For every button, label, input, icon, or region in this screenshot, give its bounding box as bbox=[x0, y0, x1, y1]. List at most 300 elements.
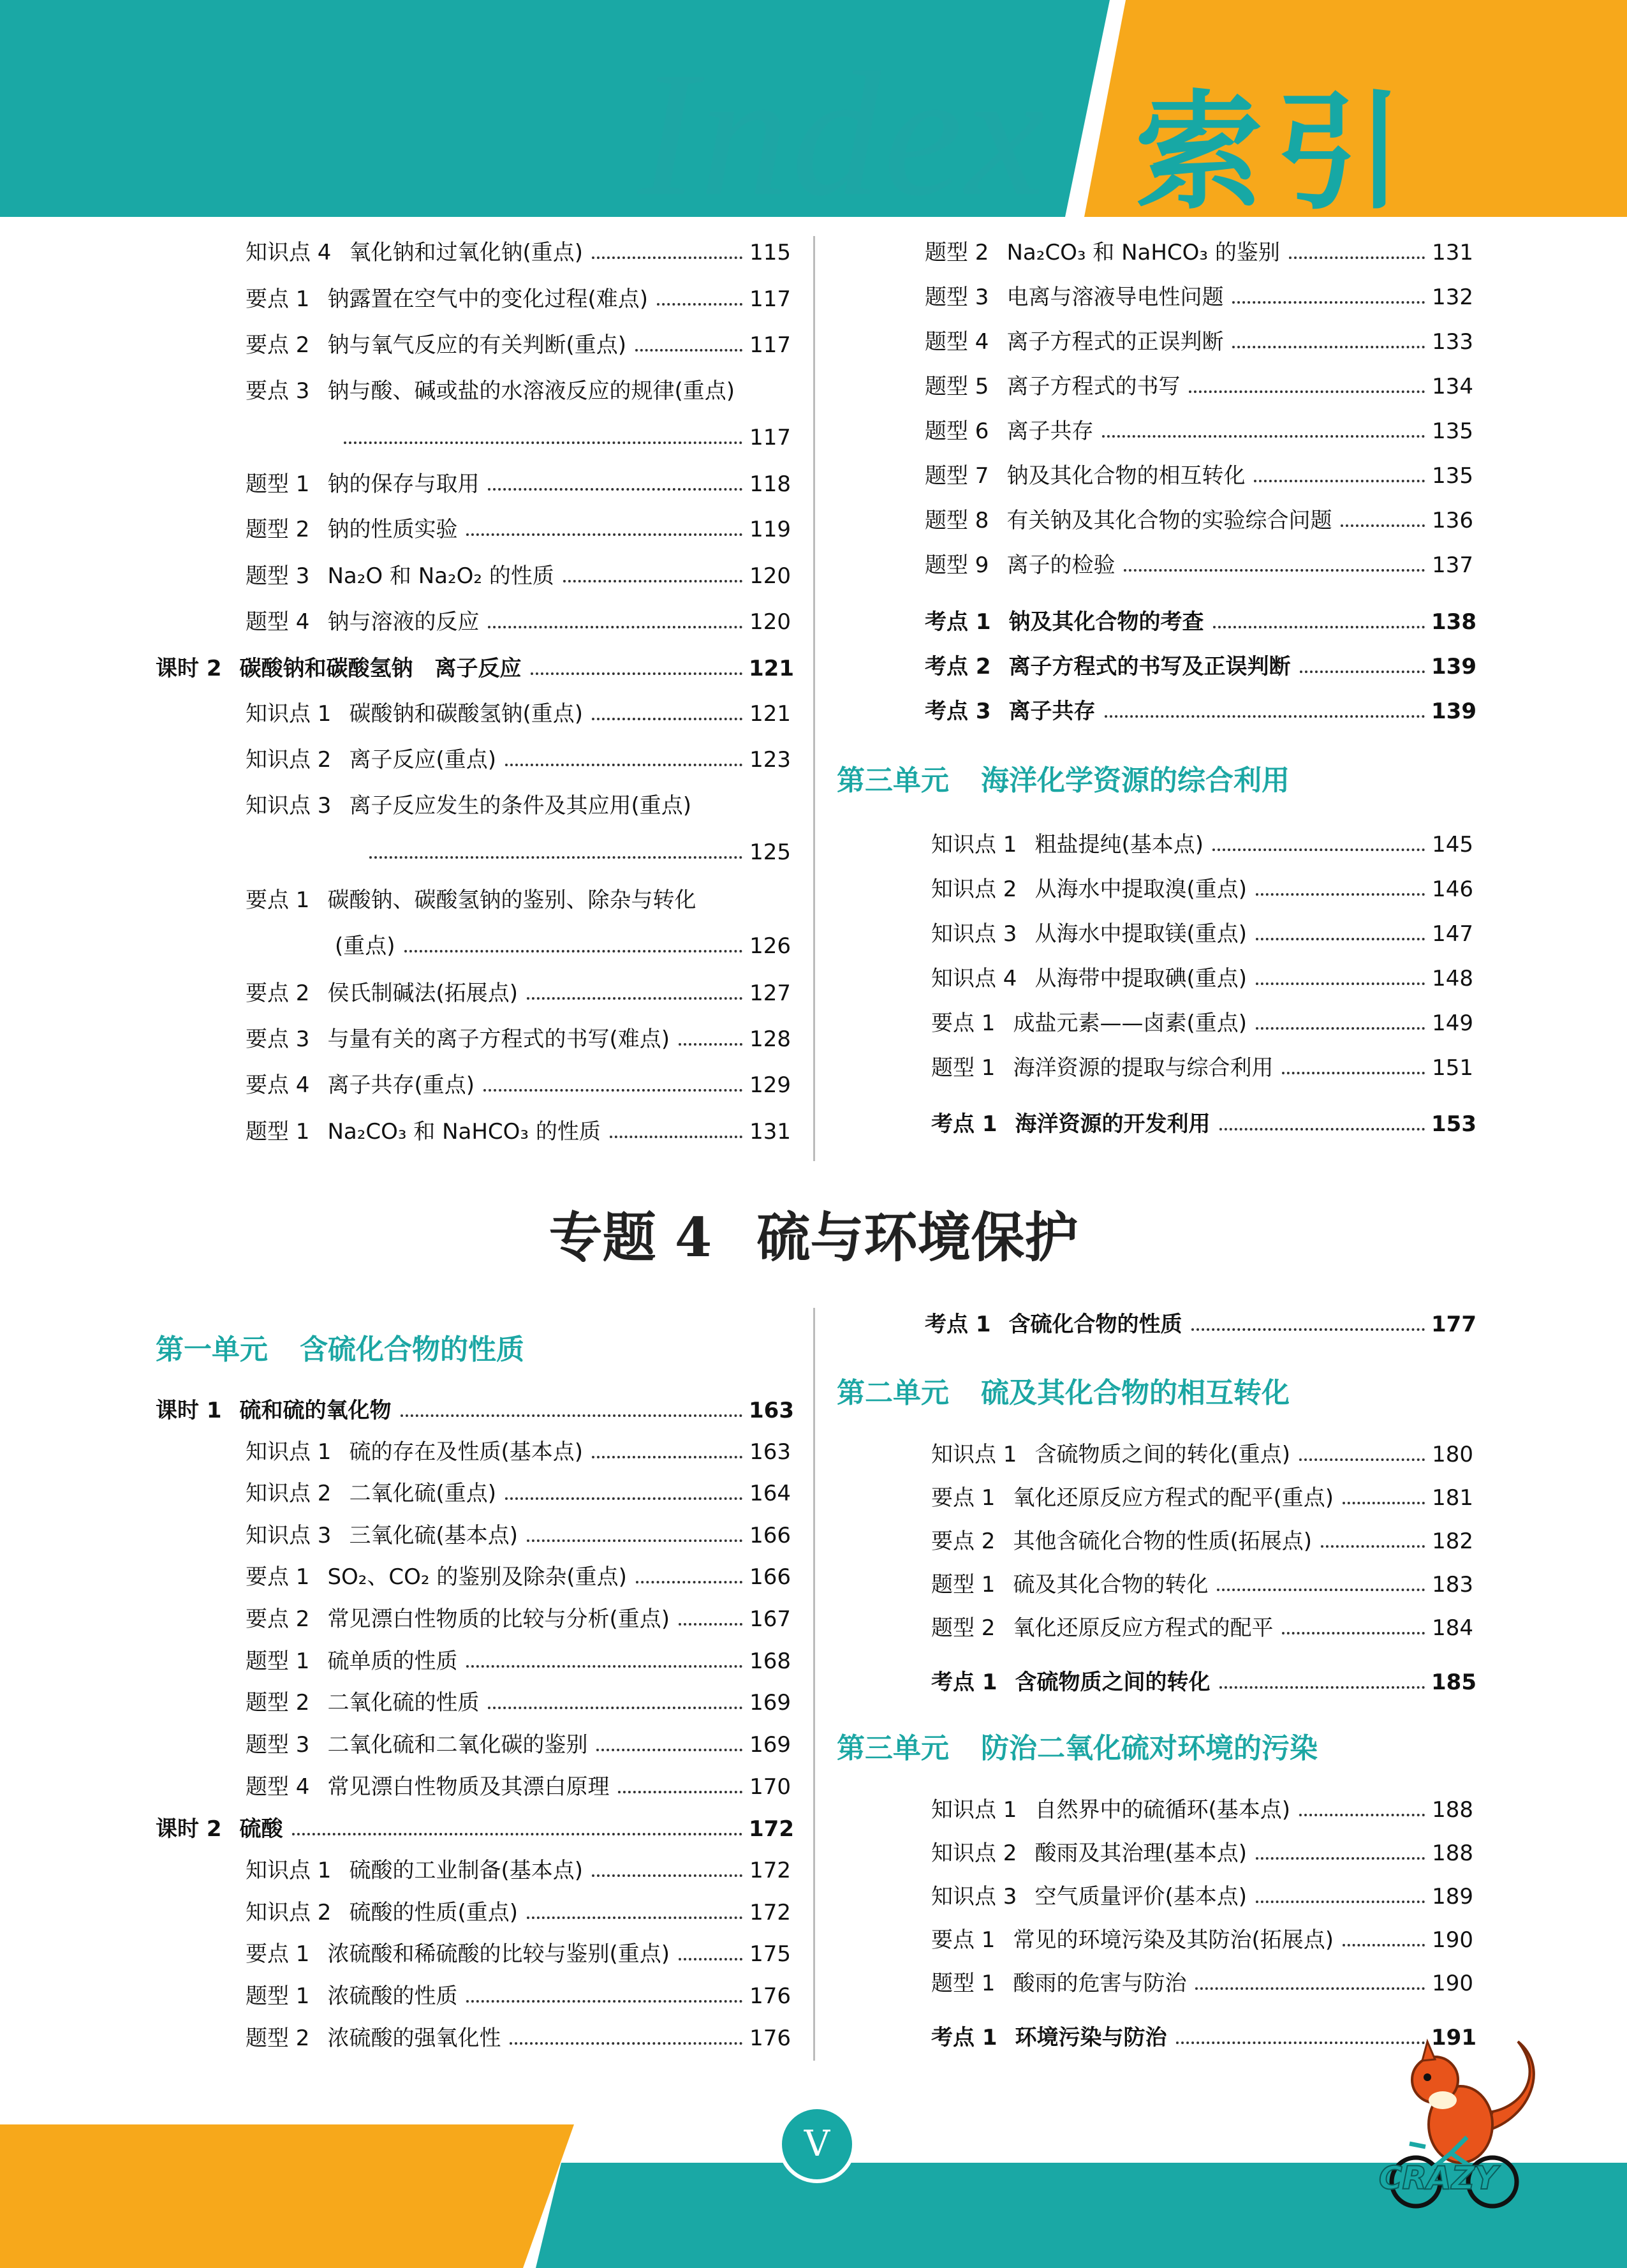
entry-label: 知识点 3 bbox=[246, 793, 332, 819]
entry-label: 题型 2 bbox=[931, 1615, 996, 1641]
entry-page: 139 bbox=[1431, 699, 1476, 724]
entry-title: 离子方程式的书写及正误判断 bbox=[1008, 654, 1291, 679]
column-divider bbox=[813, 236, 815, 1161]
entry-title: 离子的检验 bbox=[1006, 552, 1115, 578]
dot-leader bbox=[1254, 480, 1425, 482]
entry-title: 海洋资源的开发利用 bbox=[1015, 1111, 1211, 1137]
toc-entry bbox=[931, 1441, 1473, 1469]
dot-leader bbox=[1217, 1589, 1425, 1591]
entry-label: 考点 1 bbox=[931, 2025, 998, 2050]
entry-page: 147 bbox=[1432, 921, 1473, 947]
entry-title: 与量有关的离子方程式的书写(难点) bbox=[327, 1027, 670, 1052]
toc-entry bbox=[246, 1563, 791, 1591]
entry-label: 知识点 3 bbox=[931, 921, 1017, 947]
entry-title: 二氧化硫的性质 bbox=[327, 1690, 480, 1716]
entry-page: 172 bbox=[749, 1900, 791, 1925]
entry-title: 离子共存 bbox=[1008, 699, 1096, 724]
toc-entry bbox=[335, 424, 791, 452]
entry-title: 氧化还原反应方程式的配平 bbox=[1013, 1615, 1274, 1641]
dot-leader bbox=[510, 2042, 742, 2045]
toc-entry bbox=[246, 886, 791, 914]
entry-page: 135 bbox=[1432, 463, 1473, 489]
toc-entry bbox=[931, 1839, 1473, 1867]
entry-page: 138 bbox=[1431, 609, 1476, 635]
entry-title: 硫酸的工业制备(基本点) bbox=[349, 1858, 583, 1883]
entry-label: 题型 6 bbox=[925, 419, 989, 444]
dot-leader bbox=[1256, 982, 1425, 985]
entry-page: 117 bbox=[749, 332, 791, 358]
dot-leader bbox=[466, 1665, 742, 1668]
toc-entry bbox=[156, 1815, 794, 1843]
entry-title: 碳酸钠和碳酸氢钠 离子反应 bbox=[239, 656, 522, 681]
dot-leader bbox=[596, 1749, 742, 1751]
toc-entry bbox=[246, 1731, 791, 1759]
toc-entry bbox=[925, 417, 1473, 445]
dot-leader bbox=[404, 950, 742, 952]
entry-page: 128 bbox=[749, 1027, 791, 1052]
entry-title: 成盐元素——卤素(重点) bbox=[1013, 1011, 1247, 1036]
entry-page: 117 bbox=[749, 286, 791, 312]
entry-page: 189 bbox=[1432, 1884, 1473, 1909]
entry-page: 185 bbox=[1431, 1670, 1476, 1695]
dot-leader bbox=[592, 1456, 742, 1458]
entry-title: 三氧化硫(基本点) bbox=[349, 1523, 518, 1548]
toc-entry bbox=[931, 1009, 1473, 1037]
dot-leader bbox=[1289, 256, 1425, 259]
toc-entry bbox=[246, 470, 791, 498]
entry-title: 从海带中提取碘(重点) bbox=[1034, 966, 1247, 991]
toc-entry bbox=[925, 653, 1476, 681]
dot-leader bbox=[679, 1958, 742, 1960]
entry-label: 知识点 1 bbox=[246, 701, 332, 727]
entry-label: 题型 1 bbox=[931, 1055, 996, 1081]
toc-entry bbox=[360, 838, 791, 866]
toc-entry bbox=[931, 1926, 1473, 1954]
dot-leader bbox=[1232, 346, 1425, 348]
entry-title: 电离与溶液导电性问题 bbox=[1006, 285, 1224, 310]
dot-leader bbox=[466, 533, 742, 536]
dot-leader bbox=[466, 2000, 742, 2003]
entry-title: 浓硫酸的性质 bbox=[327, 1983, 458, 2009]
entry-title: 从海水中提取溴(重点) bbox=[1034, 877, 1247, 902]
dot-leader bbox=[1343, 1944, 1425, 1946]
dot-leader bbox=[1219, 1686, 1425, 1689]
entry-label: 知识点 2 bbox=[246, 1481, 332, 1506]
dot-leader bbox=[527, 1916, 742, 1919]
entry-page: 170 bbox=[749, 1774, 791, 1800]
toc-entry bbox=[246, 515, 791, 544]
toc-entry bbox=[246, 239, 791, 267]
entry-label: 题型 5 bbox=[925, 374, 989, 399]
dot-leader bbox=[679, 1623, 742, 1626]
toc-entry bbox=[335, 932, 791, 960]
entry-label: 课时 1 bbox=[156, 1398, 222, 1423]
entry-page: 151 bbox=[1432, 1055, 1473, 1081]
entry-page: 121 bbox=[749, 701, 791, 727]
entry-label: 题型 4 bbox=[925, 329, 989, 355]
entry-label: 知识点 2 bbox=[931, 1841, 1017, 1866]
entry-page: 131 bbox=[749, 1119, 791, 1145]
toc-entry bbox=[931, 965, 1473, 993]
entry-page: 177 bbox=[1431, 1312, 1476, 1337]
entry-page: 188 bbox=[1432, 1841, 1473, 1866]
dot-leader bbox=[1213, 626, 1425, 628]
entry-title: 硫及其化合物的转化 bbox=[1013, 1572, 1209, 1597]
entry-label: 要点 2 bbox=[246, 1606, 310, 1632]
toc-entry bbox=[246, 1940, 791, 1968]
entry-label: 知识点 4 bbox=[246, 240, 332, 265]
entry-title: 常见漂白性物质及其漂白原理 bbox=[327, 1774, 610, 1800]
dot-leader bbox=[1191, 1328, 1425, 1331]
entry-label: 题型 4 bbox=[246, 609, 310, 635]
dot-leader bbox=[657, 303, 742, 306]
entry-title: 离子方程式的正误判断 bbox=[1006, 329, 1224, 355]
entry-page: 190 bbox=[1432, 1927, 1473, 1953]
toc-entry bbox=[931, 1110, 1476, 1138]
entry-label: 要点 3 bbox=[246, 378, 310, 404]
entry-page: 169 bbox=[749, 1732, 791, 1758]
entry-label: 题型 2 bbox=[925, 240, 989, 265]
entry-page: 134 bbox=[1432, 374, 1473, 399]
toc-entry bbox=[246, 331, 791, 359]
unit-heading bbox=[156, 1332, 524, 1368]
dot-leader bbox=[1189, 390, 1425, 393]
unit-title: 防治二氧化硫对环境的污染 bbox=[981, 1732, 1318, 1765]
entry-label: 考点 3 bbox=[925, 699, 991, 724]
toc-entry bbox=[246, 979, 791, 1007]
entry-label: 考点 1 bbox=[931, 1111, 998, 1137]
dot-leader bbox=[618, 1791, 742, 1793]
entry-label: 题型 8 bbox=[925, 508, 989, 533]
entry-title: 常见的环境污染及其防治(拓展点) bbox=[1013, 1927, 1334, 1953]
entry-label: 考点 2 bbox=[925, 654, 991, 679]
entry-label: 题型 2 bbox=[246, 1690, 310, 1716]
toc-entry bbox=[246, 608, 791, 636]
toc-entry bbox=[925, 608, 1476, 636]
dot-leader bbox=[488, 626, 742, 628]
entry-label: 要点 2 bbox=[246, 332, 310, 358]
unit-title: 含硫化合物的性质 bbox=[300, 1333, 524, 1366]
toc-entry bbox=[925, 507, 1473, 535]
entry-title: 含硫化合物的性质 bbox=[1008, 1312, 1182, 1337]
toc-entry bbox=[156, 655, 794, 683]
toc-entry bbox=[925, 373, 1473, 401]
topic-heading bbox=[0, 1206, 1627, 1270]
toc-entry bbox=[931, 1668, 1476, 1696]
entry-label: 题型 3 bbox=[246, 1732, 310, 1758]
entry-page: 132 bbox=[1432, 285, 1473, 310]
entry-page: 184 bbox=[1432, 1615, 1473, 1641]
entry-label: 要点 3 bbox=[246, 1027, 310, 1052]
dot-leader bbox=[1256, 1857, 1425, 1860]
entry-page: 191 bbox=[1431, 2025, 1476, 2050]
entry-label: 要点 2 bbox=[246, 981, 310, 1006]
entry-label: 题型 4 bbox=[246, 1774, 310, 1800]
entry-page: 180 bbox=[1432, 1442, 1473, 1467]
entry-label: 要点 1 bbox=[246, 887, 310, 913]
toc-entry bbox=[246, 700, 791, 728]
toc-entry bbox=[246, 1982, 791, 2010]
toc-entry bbox=[931, 1527, 1473, 1555]
toc-entry bbox=[246, 1522, 791, 1550]
unit-label: 第三单元 bbox=[837, 1732, 949, 1765]
entry-title: 碳酸钠、碳酸氢钠的鉴别、除杂与转化 bbox=[327, 887, 696, 913]
dot-leader bbox=[1282, 1632, 1425, 1634]
entry-title: 含硫物质之间的转化(重点) bbox=[1034, 1442, 1290, 1467]
entry-label: 知识点 4 bbox=[931, 966, 1017, 991]
dot-leader bbox=[1299, 1814, 1425, 1816]
dot-leader bbox=[527, 997, 742, 1000]
entry-title: 粗盐提纯(基本点) bbox=[1034, 832, 1204, 857]
entry-label: 知识点 2 bbox=[931, 877, 1017, 902]
entry-label: 知识点 2 bbox=[246, 747, 332, 773]
toc-entry bbox=[246, 285, 791, 313]
entry-label: 题型 7 bbox=[925, 463, 989, 489]
entry-title: 钠与溶液的反应 bbox=[327, 609, 480, 635]
entry-label: 课时 2 bbox=[156, 1816, 222, 1842]
entry-label: 题型 1 bbox=[246, 1983, 310, 2009]
toc-entry bbox=[246, 1025, 791, 1053]
entry-title: 空气质量评价(基本点) bbox=[1034, 1884, 1247, 1909]
entry-title: 钠及其化合物的相互转化 bbox=[1006, 463, 1246, 489]
entry-title: 浓硫酸和稀硫酸的比较与鉴别(重点) bbox=[327, 1941, 670, 1967]
entry-title: 离子反应发生的条件及其应用(重点) bbox=[349, 793, 691, 819]
entry-title: 环境污染与防治 bbox=[1015, 2025, 1167, 2050]
entry-title: 浓硫酸的强氧化性 bbox=[327, 2026, 501, 2051]
toc-entry bbox=[246, 1647, 791, 1675]
entry-label: 要点 4 bbox=[246, 1072, 310, 1098]
entry-page: 176 bbox=[749, 1983, 791, 2009]
dot-leader bbox=[369, 856, 742, 859]
dot-leader bbox=[531, 672, 743, 675]
entry-title: 钠的保存与取用 bbox=[327, 471, 480, 497]
entry-page: 167 bbox=[749, 1606, 791, 1632]
entry-page: 148 bbox=[1432, 966, 1473, 991]
dot-leader bbox=[1343, 1502, 1425, 1504]
entry-title: 离子反应(重点) bbox=[349, 747, 496, 773]
toc-entry bbox=[246, 1438, 791, 1466]
dot-leader bbox=[1232, 301, 1425, 304]
entry-title: 离子共存 bbox=[1006, 419, 1094, 444]
toc-entry bbox=[246, 1773, 791, 1801]
dot-leader bbox=[1105, 715, 1425, 718]
dot-leader bbox=[592, 1874, 742, 1877]
dot-leader bbox=[1256, 893, 1425, 896]
toc-entry bbox=[931, 1484, 1473, 1512]
entry-page: 190 bbox=[1432, 1971, 1473, 1996]
entry-page: 166 bbox=[749, 1564, 791, 1590]
dot-leader bbox=[1256, 1901, 1425, 1903]
entry-page: 176 bbox=[749, 2026, 791, 2051]
toc-entry bbox=[931, 875, 1473, 903]
entry-title: 从海水中提取镁(重点) bbox=[1034, 921, 1247, 947]
toc-entry bbox=[931, 1969, 1473, 1997]
entry-page: 127 bbox=[749, 981, 791, 1006]
dot-leader bbox=[488, 488, 742, 491]
entry-page: 169 bbox=[749, 1690, 791, 1716]
entry-title: 侯氏制碱法(拓展点) bbox=[327, 981, 518, 1006]
entry-page: 182 bbox=[1432, 1529, 1473, 1554]
dot-leader bbox=[1256, 1027, 1425, 1030]
toc-entry bbox=[931, 1054, 1473, 1082]
entry-page: 153 bbox=[1431, 1111, 1476, 1137]
toc-entry bbox=[931, 1883, 1473, 1911]
entry-label: 要点 1 bbox=[246, 1564, 310, 1590]
entry-page: 188 bbox=[1432, 1797, 1473, 1823]
entry-page: 145 bbox=[1432, 832, 1473, 857]
entry-label: 考点 1 bbox=[925, 609, 991, 635]
entry-label: 题型 2 bbox=[246, 2026, 310, 2051]
entry-title: 硫酸的性质(重点) bbox=[349, 1900, 518, 1925]
entry-page: 120 bbox=[749, 609, 791, 635]
entry-title: 海洋资源的提取与综合利用 bbox=[1013, 1055, 1274, 1081]
toc-entry bbox=[246, 1689, 791, 1717]
entry-page: 136 bbox=[1432, 508, 1473, 533]
toc-entry bbox=[246, 377, 791, 405]
toc-entry bbox=[931, 831, 1473, 859]
toc-entry bbox=[931, 1614, 1473, 1642]
entry-title: 离子方程式的书写 bbox=[1006, 374, 1181, 399]
entry-label: 知识点 1 bbox=[931, 1442, 1017, 1467]
entry-title: 钠与氧气反应的有关判断(重点) bbox=[327, 332, 626, 358]
dot-leader bbox=[1341, 524, 1425, 527]
dot-leader bbox=[610, 1136, 742, 1138]
dot-leader bbox=[292, 1833, 743, 1835]
entry-page: 129 bbox=[749, 1072, 791, 1098]
dot-leader bbox=[505, 764, 742, 766]
toc-entry bbox=[931, 1796, 1473, 1824]
entry-page: 172 bbox=[749, 1858, 791, 1883]
dot-leader bbox=[1321, 1545, 1425, 1548]
entry-page: 163 bbox=[749, 1398, 794, 1423]
entry-title: 二氧化硫和二氧化碳的鉴别 bbox=[327, 1732, 588, 1758]
entry-page: 119 bbox=[749, 517, 791, 542]
entry-title: 钠露置在空气中的变化过程(难点) bbox=[327, 286, 648, 312]
entry-page: 181 bbox=[1432, 1485, 1473, 1511]
entry-page: 118 bbox=[749, 471, 791, 497]
entry-label: 考点 1 bbox=[925, 1312, 991, 1337]
entry-page: 164 bbox=[749, 1481, 791, 1506]
dot-leader bbox=[505, 1497, 742, 1500]
index-watermark: Index bbox=[638, 34, 1047, 233]
entry-page: 125 bbox=[749, 840, 791, 865]
unit-label: 第二单元 bbox=[837, 1377, 949, 1409]
brand-logo: CRAZY bbox=[1378, 2160, 1498, 2197]
entry-page: 135 bbox=[1432, 419, 1473, 444]
entry-title: 硫单质的性质 bbox=[327, 1649, 458, 1674]
entry-page: 146 bbox=[1432, 877, 1473, 902]
entry-label: 题型 1 bbox=[246, 471, 310, 497]
entry-label: 题型 2 bbox=[246, 517, 310, 542]
entry-title: 自然界中的硫循环(基本点) bbox=[1034, 1797, 1290, 1823]
entry-title: 钠的性质实验 bbox=[327, 517, 458, 542]
entry-label: 课时 2 bbox=[156, 656, 222, 681]
entry-label: 考点 1 bbox=[931, 1670, 998, 1695]
entry-page: 121 bbox=[749, 656, 794, 681]
unit-heading bbox=[837, 763, 1290, 799]
entry-title: 钠及其化合物的考查 bbox=[1008, 609, 1204, 635]
entry-title: Na₂CO₃ 和 NaHCO₃ 的鉴别 bbox=[1006, 240, 1280, 265]
dot-leader bbox=[483, 1089, 742, 1092]
entry-title: 硫和硫的氧化物 bbox=[239, 1398, 392, 1423]
entry-title: 二氧化硫(重点) bbox=[349, 1481, 496, 1506]
entry-page: 166 bbox=[749, 1523, 791, 1548]
toc-entry bbox=[925, 239, 1473, 267]
entry-page: 183 bbox=[1432, 1572, 1473, 1597]
entry-page: 126 bbox=[749, 933, 791, 959]
column-divider bbox=[813, 1308, 815, 2061]
toc-entry bbox=[925, 283, 1473, 311]
toc-entry bbox=[246, 746, 791, 774]
dot-leader bbox=[1102, 435, 1425, 438]
dot-leader bbox=[1299, 1458, 1425, 1461]
page-title: 索引 bbox=[1135, 78, 1417, 227]
toc-entry bbox=[246, 2024, 791, 2052]
dot-leader bbox=[488, 1707, 742, 1709]
entry-page: 172 bbox=[749, 1816, 794, 1842]
entry-page: 168 bbox=[749, 1649, 791, 1674]
page-number: V bbox=[778, 2105, 856, 2183]
dot-leader bbox=[636, 1581, 742, 1583]
toc-entry bbox=[246, 1605, 791, 1633]
entry-page: 115 bbox=[749, 240, 791, 265]
toc-entry bbox=[925, 328, 1473, 356]
toc-entry bbox=[925, 462, 1473, 490]
dot-leader bbox=[563, 580, 742, 582]
topic-title: 硫与环境保护 bbox=[756, 1206, 1079, 1269]
entry-label: 要点 1 bbox=[931, 1485, 996, 1511]
entry-page: 133 bbox=[1432, 329, 1473, 355]
entry-label: 知识点 1 bbox=[246, 1439, 332, 1465]
entry-label: 题型 3 bbox=[246, 563, 310, 589]
entry-title: Na₂O 和 Na₂O₂ 的性质 bbox=[327, 563, 554, 589]
entry-label: 知识点 3 bbox=[246, 1523, 332, 1548]
entry-label: 要点 1 bbox=[246, 286, 310, 312]
entry-page: 131 bbox=[1432, 240, 1473, 265]
toc-entry bbox=[925, 551, 1473, 579]
dot-leader bbox=[592, 718, 742, 720]
topic-label: 专题 4 bbox=[548, 1206, 712, 1269]
toc-entry bbox=[246, 1899, 791, 1927]
entry-title: 离子共存(重点) bbox=[327, 1072, 475, 1098]
entry-page: 163 bbox=[749, 1439, 791, 1465]
toc-entry bbox=[931, 920, 1473, 948]
unit-label: 第一单元 bbox=[156, 1333, 268, 1366]
toc-entry bbox=[925, 697, 1476, 725]
entry-label: 要点 1 bbox=[931, 1927, 996, 1953]
unit-title: 海洋化学资源的综合利用 bbox=[981, 764, 1290, 797]
dot-leader bbox=[1124, 569, 1425, 572]
entry-page: 149 bbox=[1432, 1011, 1473, 1036]
entry-page: 139 bbox=[1431, 654, 1476, 679]
dot-leader bbox=[679, 1043, 742, 1046]
entry-title: 酸雨的危害与防治 bbox=[1013, 1971, 1187, 1996]
entry-label: 题型 1 bbox=[246, 1649, 310, 1674]
entry-page: 175 bbox=[749, 1941, 791, 1967]
toc-entry bbox=[246, 1071, 791, 1099]
entry-title: SO₂、CO₂ 的鉴别及除杂(重点) bbox=[327, 1564, 627, 1590]
entry-title: 酸雨及其治理(基本点) bbox=[1034, 1841, 1247, 1866]
unit-heading bbox=[837, 1731, 1318, 1767]
toc-entry bbox=[246, 1479, 791, 1508]
entry-title: 氧化还原反应方程式的配平(重点) bbox=[1013, 1485, 1334, 1511]
entry-label: 要点 1 bbox=[931, 1011, 996, 1036]
dot-leader bbox=[635, 349, 742, 352]
dot-leader bbox=[1219, 1128, 1425, 1130]
entry-title: 有关钠及其化合物的实验综合问题 bbox=[1006, 508, 1332, 533]
unit-heading bbox=[837, 1375, 1290, 1411]
toc-entry bbox=[246, 1118, 791, 1146]
